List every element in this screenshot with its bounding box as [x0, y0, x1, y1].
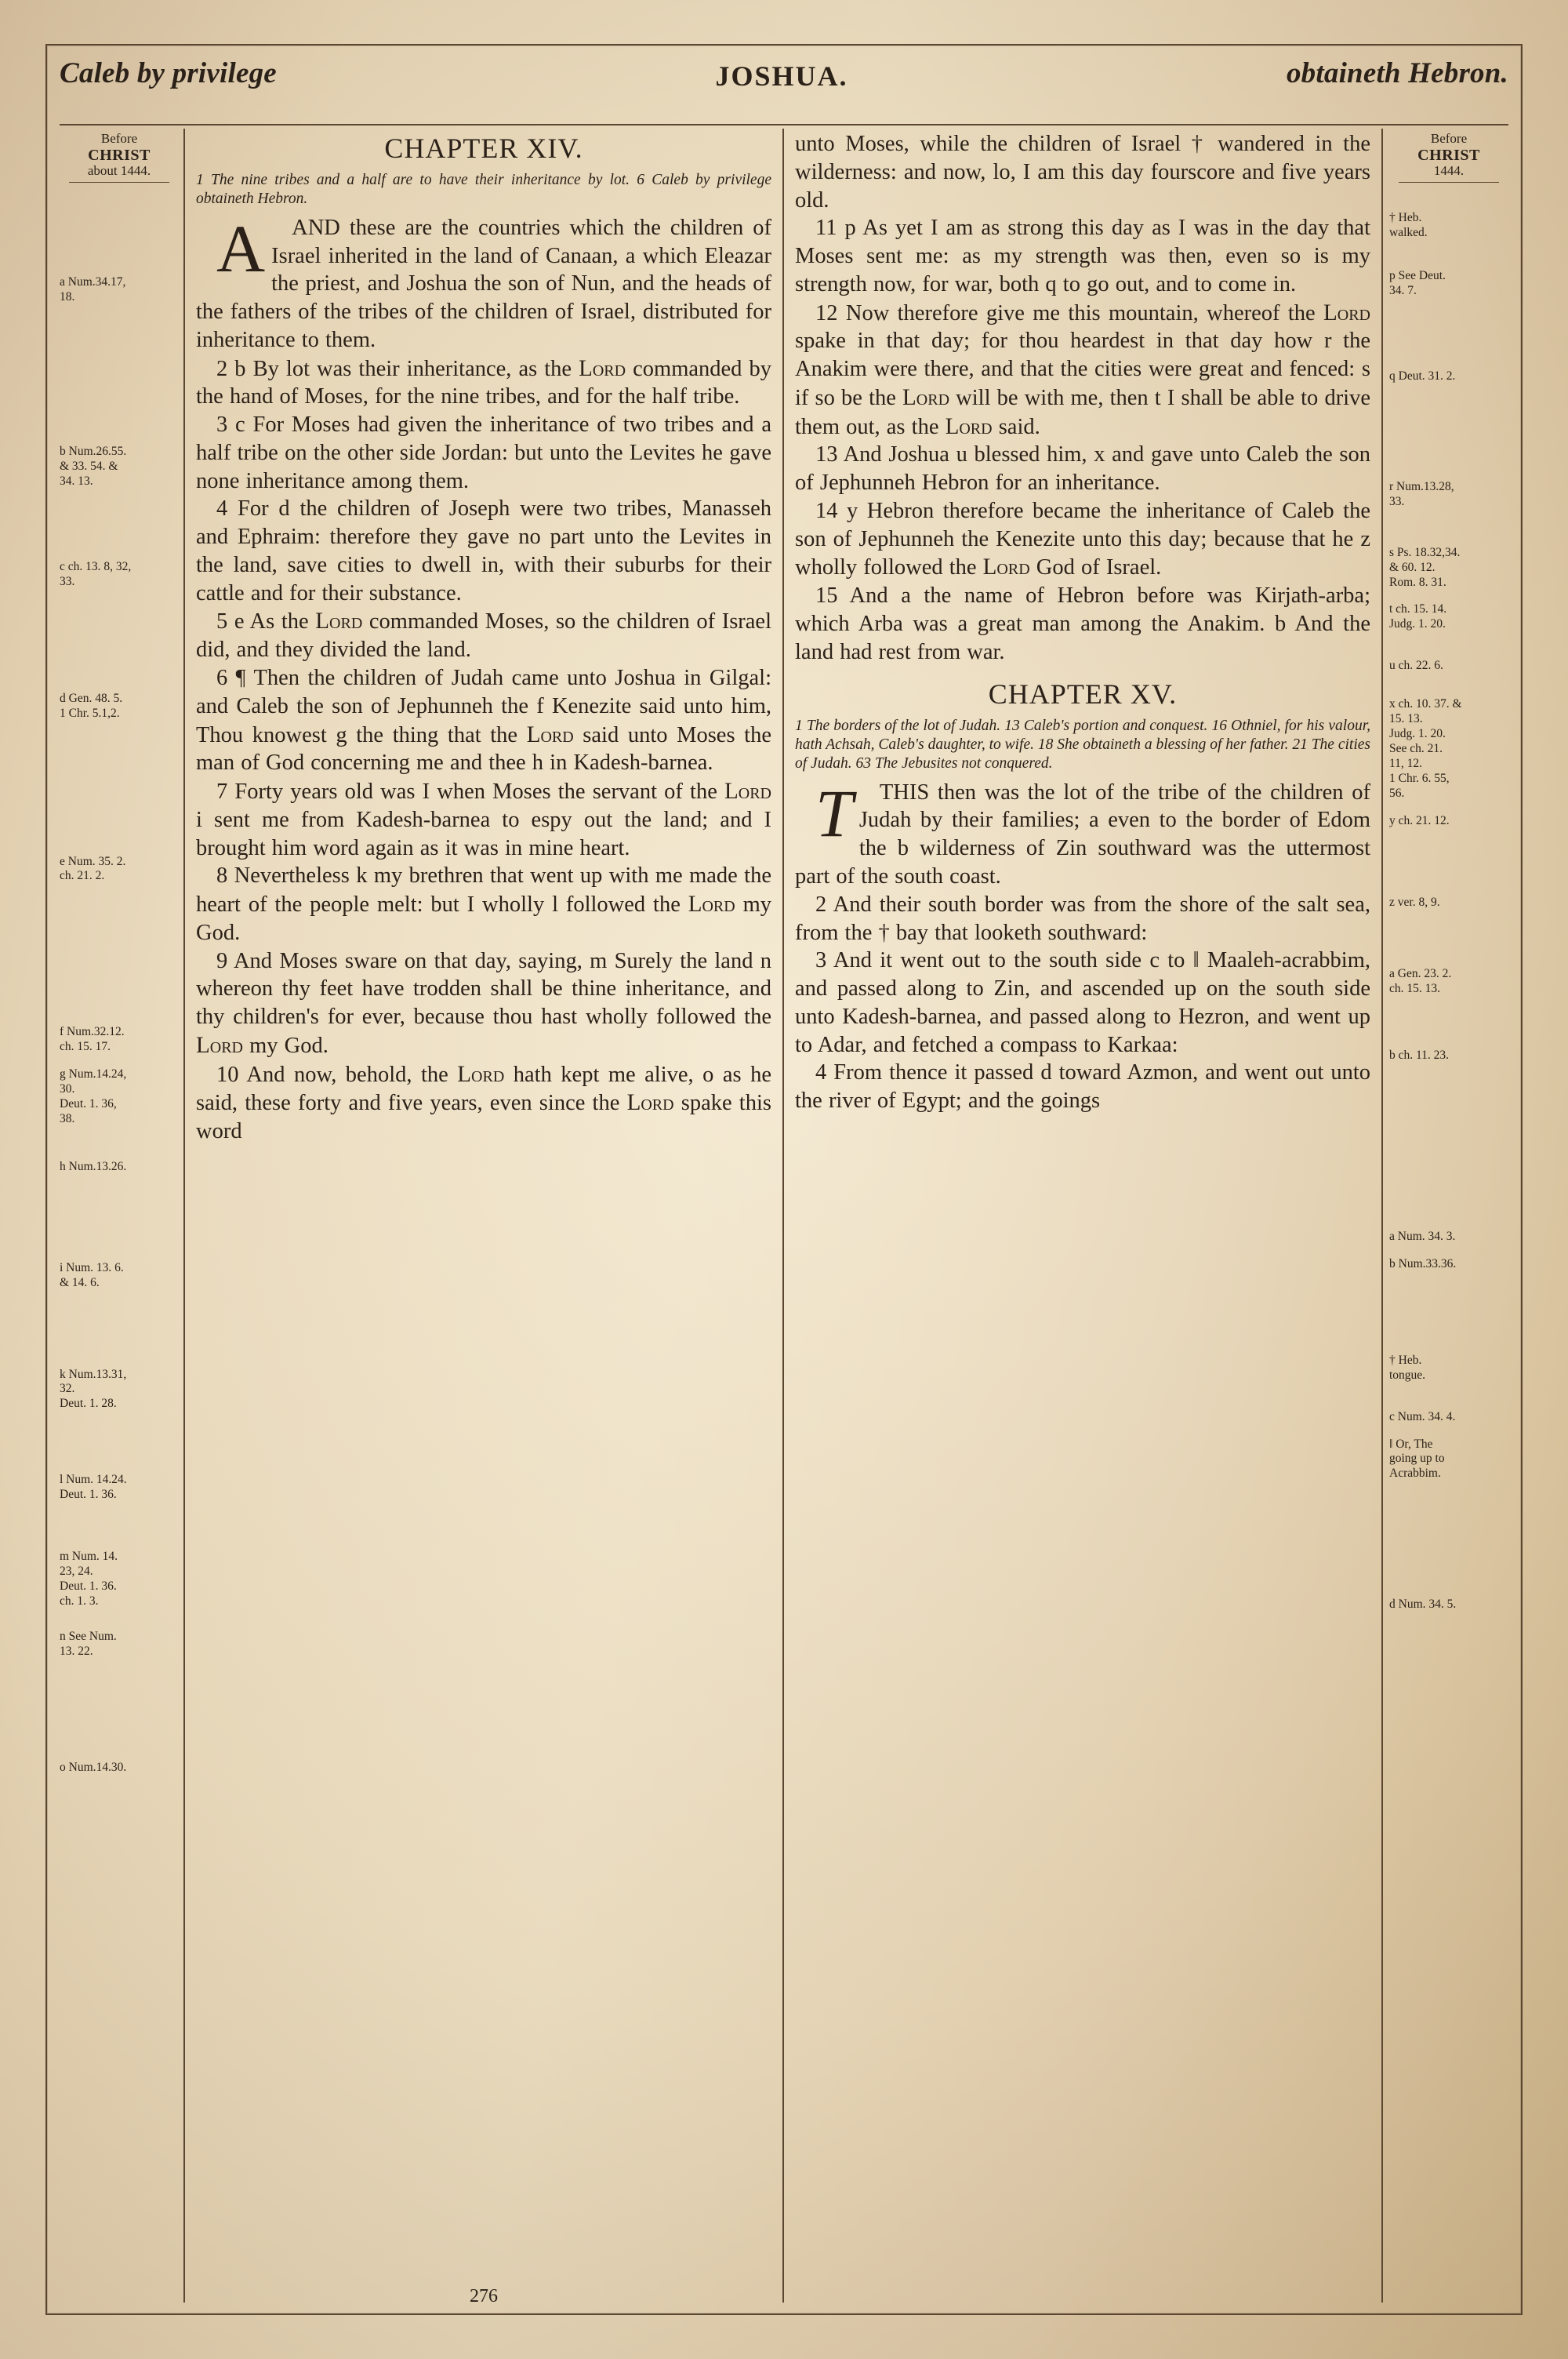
- verse-14-10a: 10 And now, behold, the Lord hath kept me alive, o as he said, these forty and five years, even since the Lord spake this word: [196, 1061, 771, 1144]
- margin-reference: l Num. 14.24. Deut. 1. 36.: [60, 1473, 127, 1502]
- right-reference-list: [1389, 211, 1508, 1612]
- verse-15-3: 3 And it went out to the south side c to ‖ Maaleh-acrabbim, and passed along to Zin, and ascended up on the south side unto Kadesh-barnea, and passed along to Hezron, and went up to Adar, and fetched a compass to Karkaa:: [795, 948, 1370, 1057]
- margin-reference: i Num. 13. 6. & 14. 6.: [60, 1260, 124, 1289]
- left-margin-column: [60, 129, 185, 2303]
- page-number: 276: [470, 2286, 498, 2303]
- chapter-14-heading: CHAPTER XIV.: [384, 133, 583, 164]
- margin-reference: r Num.13.28, 33.: [1389, 479, 1454, 508]
- verse-14-13: 13 And Joshua u blessed him, x and gave unto Caleb the son of Jephunneh Hebron for an inheritance.: [795, 442, 1370, 496]
- verse-14-1-text: AND these are the countries which the children of Israel inherited in the land of Canaan, a which Eleazar the priest, and Joshua the son of Nun, and the heads of the fathers of the tribes of the children of Israel, distributed for inheritance to them.: [196, 215, 771, 352]
- margin-reference: e Num. 35. 2. ch. 21. 2.: [60, 854, 126, 883]
- left-christ-block: [60, 132, 179, 178]
- margin-reference: d Num. 34. 5.: [1389, 1598, 1457, 1612]
- verse-14-12: 12 Now therefore give me this mountain, whereof the Lord spake in that day; for thou heardest in that day how r the Anakim were there, and that the cities were great and fenced: s if so be the Lord will be with me, then t I shall be able to drive them out, as the Lord said.: [795, 300, 1370, 439]
- right-christ-block: [1389, 132, 1508, 178]
- dropcap-a: A: [216, 210, 266, 286]
- verse-14-3: 3 c For Moses had given the inheritance of two tribes and a half tribe on the other side Jordan: but unto the Levites he gave none inheritance among them.: [196, 413, 771, 493]
- chapter-15-argument: 1 The borders of the lot of Judah. 13 Caleb's portion and conquest. 16 Othniel, for his valour, hath Achsah, Caleb's daughter, to wife. 18 She obtaineth a blessing of her father. 21 The cities of Judah. 63 The Jebusites not conquered.: [795, 717, 1370, 772]
- left-reference-list: [60, 275, 179, 1776]
- verse-14-15: 15 And a the name of Hebron before was Kirjath-arba; which Arba was a great man among the Anakim. b And the land had rest from war.: [795, 583, 1370, 664]
- left-christ-before: Before: [100, 131, 138, 146]
- verse-15-2: 2 And their south border was from the shore of the salt sea, from the † bay that looketh southward:: [795, 892, 1370, 945]
- chapter-15-heading: CHAPTER XV.: [988, 678, 1178, 710]
- page-border: [45, 44, 1523, 2315]
- margin-reference: s Ps. 18.32,34. & 60. 12. Rom. 8. 31.: [1389, 545, 1461, 589]
- right-christ-before: Before: [1430, 131, 1468, 146]
- margin-reference: g Num.14.24, 30. Deut. 1. 36, 38.: [60, 1067, 127, 1125]
- verse-14-1: [196, 210, 771, 354]
- margin-reference: a Num. 34. 3.: [1389, 1230, 1456, 1244]
- margin-reference: b Num.33.36.: [1389, 1256, 1457, 1270]
- margin-reference: b ch. 11. 23.: [1389, 1049, 1450, 1063]
- header-rule: [60, 124, 1508, 125]
- verse-14-6: 6 ¶ Then the children of Judah came unto Joshua in Gilgal: and Caleb the son of Jephunneh the f Kenezite said unto him, Thou knowest g the thing that the Lord said unto Moses the man of God concerning me and thee h in Kadesh-barnea.: [196, 666, 771, 776]
- margin-reference: o Num.14.30.: [60, 1761, 127, 1775]
- left-christ-word: CHRIST: [88, 146, 151, 164]
- verse-14-4: 4 For d the children of Joseph were two tribes, Manasseh and Ephraim: therefore they gave no part unto the Levites in the land, save cities to dwell in, with their suburbs for their cattle and for their substance.: [196, 496, 771, 605]
- verse-14-5: 5 e As the Lord commanded Moses, so the children of Israel did, and they divided the land.: [196, 609, 771, 663]
- margin-reference: t ch. 15. 14. Judg. 1. 20.: [1389, 602, 1447, 631]
- page-body: [60, 129, 1508, 2303]
- margin-reference: x ch. 10. 37. & 15. 13. Judg. 1. 20. See ch. 21. 11, 12. 1 Chr. 6. 55, 56.: [1389, 697, 1462, 800]
- margin-reference: q Deut. 31. 2.: [1389, 369, 1456, 383]
- header-left: Caleb by privilege: [60, 57, 277, 89]
- verse-14-2: 2 b By lot was their inheritance, as the Lord commanded by the hand of Moses, for the nine tribes, and for the half tribe.: [196, 355, 771, 409]
- margin-reference: k Num.13.31, 32. Deut. 1. 28.: [60, 1367, 127, 1411]
- header-center: JOSHUA.: [715, 60, 848, 92]
- left-christ-rule: [69, 182, 169, 183]
- margin-reference: f Num.32.12. ch. 15. 17.: [60, 1025, 125, 1054]
- margin-reference: m Num. 14. 23, 24. Deut. 1. 36. ch. 1. 3.: [60, 1550, 118, 1608]
- text-column-1: [185, 129, 784, 2303]
- margin-reference: d Gen. 48. 5. 1 Chr. 5.1,2.: [60, 691, 123, 720]
- left-christ-year: about 1444.: [87, 162, 151, 178]
- margin-reference: a Num.34.17, 18.: [60, 275, 126, 304]
- dropcap-t: T: [815, 775, 853, 851]
- margin-reference: h Num.13.26.: [60, 1159, 127, 1173]
- right-christ-year: 1444.: [1433, 162, 1465, 178]
- verse-14-11: 11 p As yet I am as strong this day as I was in the day that Moses sent me: as my strength was then, even so is my strength now, for war, both q to go out, and to come in.: [795, 216, 1370, 296]
- margin-reference: p See Deut. 34. 7.: [1389, 269, 1446, 298]
- margin-reference: z ver. 8, 9.: [1389, 896, 1440, 910]
- right-margin-column: [1381, 129, 1508, 2303]
- text-column-2: [784, 129, 1381, 2303]
- margin-reference: b Num.26.55. & 33. 54. & 34. 13.: [60, 445, 127, 488]
- verse-15-1: [795, 775, 1370, 891]
- verse-15-4: 4 From thence it passed d toward Azmon, and went out unto the river of Egypt; and the goings: [795, 1060, 1370, 1114]
- running-header: [60, 56, 1508, 118]
- right-christ-rule: [1399, 182, 1499, 183]
- margin-reference: † Heb. tongue.: [1389, 1353, 1426, 1382]
- margin-reference: ‖ Or, The going up to Acrabbim.: [1389, 1437, 1445, 1481]
- margin-reference: y ch. 21. 12.: [1389, 813, 1450, 827]
- chapter-14-argument: 1 The nine tribes and a half are to have their inheritance by lot. 6 Caleb by privilege obtaineth Hebron.: [196, 172, 771, 208]
- verse-14-14: 14 y Hebron therefore became the inheritance of Caleb the son of Jephunneh the Kenezite unto this day; because that he z wholly followed the Lord God of Israel.: [795, 498, 1370, 580]
- verse-14-10b: unto Moses, while the children of Israel † wandered in the wilderness: and now, lo, I am this day fourscore and five years old.: [795, 132, 1370, 213]
- verse-14-9: 9 And Moses sware on that day, saying, m Surely the land n whereon thy feet have trodden shall be thine inheritance, and thy children's for ever, because thou hast wholly followed the Lord my God.: [196, 948, 771, 1058]
- verse-15-1-text: THIS then was the lot of the tribe of the children of Judah by their families; a even to the border of Edom the b wilderness of Zin southward was the uttermost part of the south coast.: [795, 780, 1370, 889]
- margin-reference: n See Num. 13. 22.: [60, 1629, 117, 1658]
- verse-14-7: 7 Forty years old was I when Moses the servant of the Lord i sent me from Kadesh-barnea to espy out the land; and I brought him word again as it was in mine heart.: [196, 779, 771, 860]
- margin-reference: c ch. 13. 8, 32, 33.: [60, 559, 132, 588]
- verse-14-8: 8 Nevertheless k my brethren that went up with me made the heart of the people melt: but I wholly l followed the Lord my God.: [196, 863, 771, 945]
- header-right: obtaineth Hebron.: [1286, 57, 1508, 89]
- margin-reference: c Num. 34. 4.: [1389, 1409, 1456, 1423]
- right-christ-word: CHRIST: [1417, 146, 1480, 164]
- margin-reference: † Heb. walked.: [1389, 211, 1428, 240]
- margin-reference: u ch. 22. 6.: [1389, 659, 1443, 673]
- margin-reference: a Gen. 23. 2. ch. 15. 13.: [1389, 967, 1452, 996]
